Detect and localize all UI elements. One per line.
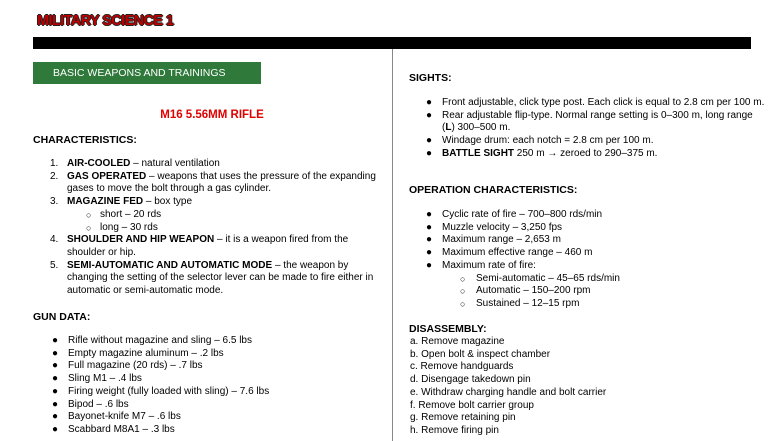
sub-list-item: ○ Automatic – 150–200 rpm bbox=[460, 285, 591, 297]
list-item: ● Maximum effective range – 460 m bbox=[426, 247, 593, 259]
list-item: 2. GAS OPERATED – weapons that uses the pressure of the expanding gases to move the bolt through a gas cylinder. bbox=[50, 170, 376, 195]
sub-list-item: ○ long – 30 rds bbox=[86, 221, 158, 233]
bullet-icon: ● bbox=[426, 234, 433, 246]
list-item: ● Full magazine (20 rds) – .7 lbs bbox=[52, 360, 203, 372]
circle-bullet-icon: ○ bbox=[460, 298, 466, 309]
bullet-icon: ● bbox=[52, 347, 59, 359]
document-title: MILITARY SCIENCE 1 bbox=[37, 13, 174, 29]
bullet-icon: ● bbox=[426, 109, 433, 121]
bullet-icon: ● bbox=[426, 259, 433, 271]
bullet-icon: ● bbox=[52, 360, 59, 372]
bullet-icon: ● bbox=[52, 373, 59, 385]
list-item: ● BATTLE SIGHT 250 m → zeroed to 290–375 m. bbox=[426, 147, 658, 159]
gun-data-heading: GUN DATA: bbox=[33, 311, 91, 323]
list-item: ● Maximum rate of fire: bbox=[426, 259, 536, 271]
bullet-icon: ● bbox=[52, 385, 59, 397]
list-item: 4. SHOULDER AND HIP WEAPON – it is a weapon fired from the shoulder or hip. bbox=[50, 234, 349, 258]
list-item: c. Remove handguards bbox=[410, 361, 514, 373]
list-item: a. Remove magazine bbox=[410, 336, 505, 347]
column-divider bbox=[392, 49, 393, 441]
bullet-icon: ● bbox=[426, 97, 433, 108]
gun-data-list bbox=[52, 335, 382, 437]
bullet-icon: ● bbox=[426, 221, 433, 233]
bullet-icon: ● bbox=[426, 247, 433, 259]
bullet-icon: ● bbox=[52, 398, 59, 410]
bullet-icon: ● bbox=[52, 411, 59, 423]
sub-list-item: ○ Sustained – 12–15 rpm bbox=[460, 297, 580, 309]
list-item: d. Disengage takedown pin bbox=[410, 374, 531, 386]
disassembly-list bbox=[410, 336, 770, 438]
list-item: ● Windage drum: each notch = 2.8 cm per 100 m. bbox=[426, 135, 654, 147]
circle-bullet-icon: ○ bbox=[460, 286, 466, 297]
list-item: 5. SEMI-AUTOMATIC AND AUTOMATIC MODE – the weapon by changing the setting of the selector lever can be made to fire either in automatic or semi-automatic mode. bbox=[50, 259, 374, 297]
circle-bullet-icon: ○ bbox=[460, 273, 466, 284]
bullet-icon: ● bbox=[52, 423, 59, 435]
sub-list-item: ○ short – 20 rds bbox=[86, 208, 162, 220]
header-bar bbox=[33, 37, 751, 49]
list-item: e. Withdraw charging handle and bolt carrier bbox=[410, 386, 607, 398]
list-item: ● Bayonet-knife M7 – .6 lbs bbox=[52, 411, 181, 423]
list-item: ● Maximum range – 2,653 m bbox=[426, 234, 561, 246]
disassembly-heading: DISASSEMBLY: bbox=[409, 323, 487, 335]
list-item: ● Bipod – .6 lbs bbox=[52, 398, 129, 410]
section-banner bbox=[33, 62, 261, 84]
section-banner-label: BASIC WEAPONS AND TRAININGS bbox=[53, 67, 226, 79]
list-item: ● Front adjustable, click type post. Each click is equal to 2.8 cm per 100 m. bbox=[426, 97, 765, 108]
bullet-icon: ● bbox=[426, 209, 433, 220]
sights-list bbox=[426, 97, 766, 161]
operation-list bbox=[426, 209, 766, 311]
characteristics-list bbox=[50, 158, 380, 298]
list-item: ● Rifle without magazine and sling – 6.5 lbs bbox=[52, 335, 252, 346]
characteristics-heading: CHARACTERISTICS: bbox=[33, 134, 137, 146]
circle-bullet-icon: ○ bbox=[86, 209, 92, 220]
sub-list-item: ○ Semi-automatic – 45–65 rds/min bbox=[460, 272, 620, 284]
list-item: ● Scabbard M8A1 – .3 lbs bbox=[52, 423, 175, 435]
list-item: 1. AIR-COOLED – natural ventilation bbox=[50, 158, 220, 169]
list-item: ● Muzzle velocity – 3,250 fps bbox=[426, 221, 563, 233]
rifle-title: M16 5.56MM RIFLE bbox=[160, 109, 264, 121]
list-item: 3. MAGAZINE FED – box type bbox=[50, 196, 193, 208]
list-item: g. Remove retaining pin bbox=[410, 412, 516, 424]
list-item: h. Remove firing pin bbox=[410, 424, 499, 436]
bullet-icon: ● bbox=[52, 335, 59, 346]
circle-bullet-icon: ○ bbox=[86, 222, 92, 233]
operation-heading: OPERATION CHARACTERISTICS: bbox=[409, 184, 578, 196]
list-item: ● Sling M1 – .4 lbs bbox=[52, 373, 142, 385]
bullet-icon: ● bbox=[426, 147, 433, 159]
list-item: b. Open bolt & inspect chamber bbox=[410, 348, 551, 360]
list-item: ● Firing weight (fully loaded with sling) – 7.6 lbs bbox=[52, 385, 270, 397]
list-item: ● Cyclic rate of fire – 700–800 rds/min bbox=[426, 209, 603, 220]
list-item: f. Remove bolt carrier group bbox=[410, 399, 534, 411]
list-item: ● Rear adjustable flip-type. Normal range setting is 0–300 m, long range (L) 300–500 m. bbox=[426, 109, 753, 134]
sights-heading: SIGHTS: bbox=[409, 72, 452, 84]
bullet-icon: ● bbox=[426, 135, 433, 147]
list-item: ● Empty magazine aluminum – .2 lbs bbox=[52, 347, 224, 359]
